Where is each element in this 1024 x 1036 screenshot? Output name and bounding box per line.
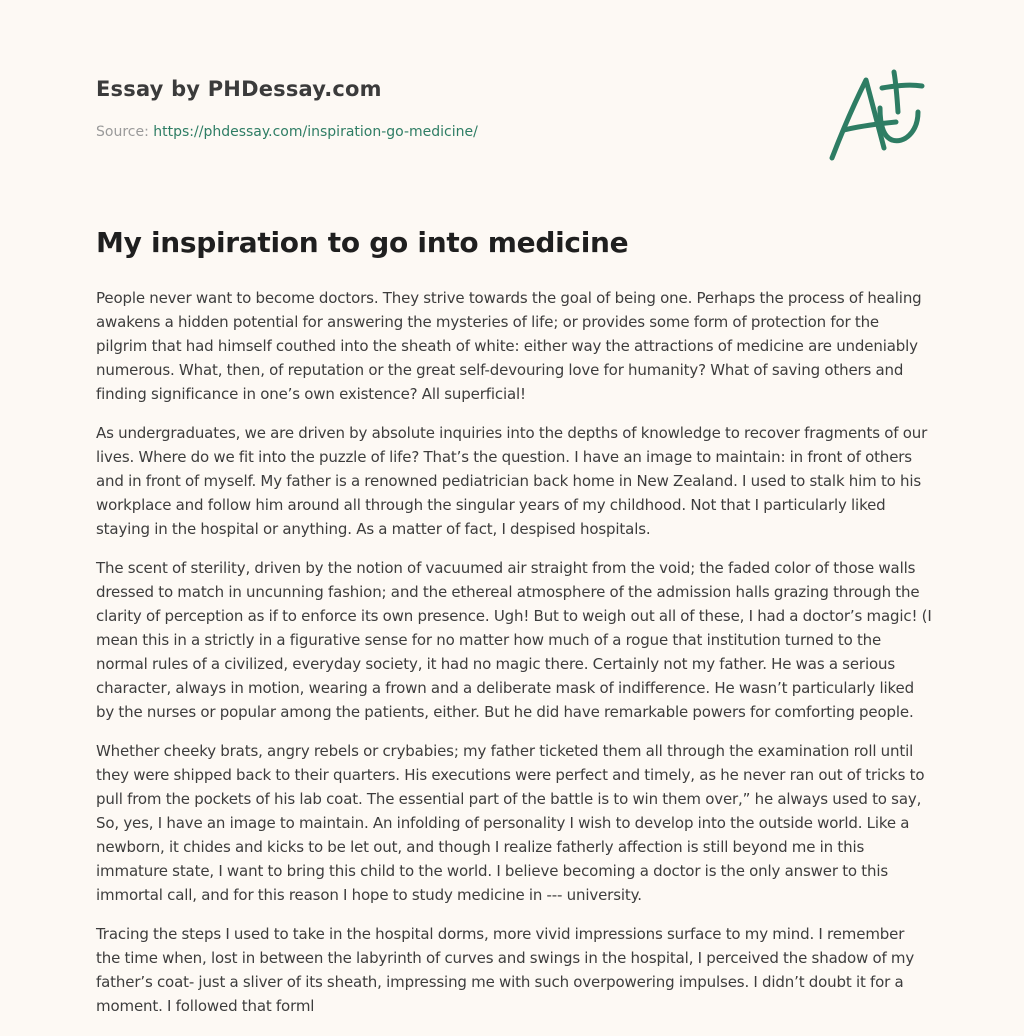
essay-title: My inspiration to go into medicine (96, 226, 629, 259)
essay-paragraph: Tracing the steps I used to take in the hospital dorms, more vivid impressions surface to my mind. I remember the time when, lost in between the labyrinth of curves and swings in the hospital, I perceived the shadow of my father’s coat- just a sliver of its sheath, impressing me with such overpowering impulses. I didn’t doubt it for a moment. I followed that forml (96, 925, 915, 1015)
essay-paragraph: Whether cheeky brats, angry rebels or crybabies; my father ticketed them all through the examination roll until they were shipped back to their quarters. His executions were perfect and timely, as he never ran out of tricks to pull from the pockets of his lab coat. The essential part of the battle is to win them over,” he always used to say, So, yes, I have an image to maintain. An infolding of personality I wish to develop into the outside world. Like a newborn, it chides and kicks to be let out, and though I realize fatherly affection is still beyond me in this immature state, I want to bring this child to the world. I believe becoming a doctor is the only answer to this immortal call, and for this reason I hope to study medicine in --- university. (96, 742, 925, 904)
essay-paragraph: As undergraduates, we are driven by absolute inquiries into the depths of knowledge to recover fragments of our lives. Where do we fit into the puzzle of life? That’s the question. I have an image to maintain: in front of others and in front of myself. My father is a renowned pediatrician back home in New Zealand. I used to stalk him to his workplace and follow him around all through the singular years of my childhood. Not that I particularly liked staying in the hospital or anything. As a matter of fact, I despised hospitals. (96, 424, 928, 538)
a-plus-logo-icon (826, 68, 926, 164)
source-label: Source: (96, 124, 149, 140)
essay-body (96, 286, 932, 1033)
essay-paragraph: The scent of sterility, driven by the notion of vacuumed air straight from the void; the faded color of those walls dressed to match in uncunning fashion; and the ethereal atmosphere of the admission halls grazing through the clarity of perception as if to enforce its own presence. Ugh! But to weigh out all of these, I had a doctor’s magic! (I mean this in a strictly in a figurative sense for no matter how much of a rogue that institution turned to the normal rules of a civilized, everyday society, it had no magic there. Certainly not my father. He was a serious character, always in motion, wearing a frown and a deliberate mask of indifference. He wasn’t particularly liked by the nurses or popular among the patients, either. But he did have remarkable powers for comforting people. (96, 559, 932, 721)
source-line (96, 124, 478, 140)
source-link[interactable]: https://phdessay.com/inspiration-go-medicine/ (153, 124, 478, 140)
essay-paragraph: People never want to become doctors. They strive towards the goal of being one. Perhaps the process of healing awakens a hidden potential for answering the mysteries of life; or provides some form of protection for the pilgrim that had himself couthed into the sheath of white: either way the attractions of medicine are undeniably numerous. What, then, of reputation or the great self-devouring love for humanity? What of saving others and finding significance in one’s own existence? All superficial! (96, 289, 922, 403)
site-title: Essay by PHDessay.com (96, 77, 382, 101)
page-header (96, 0, 928, 200)
